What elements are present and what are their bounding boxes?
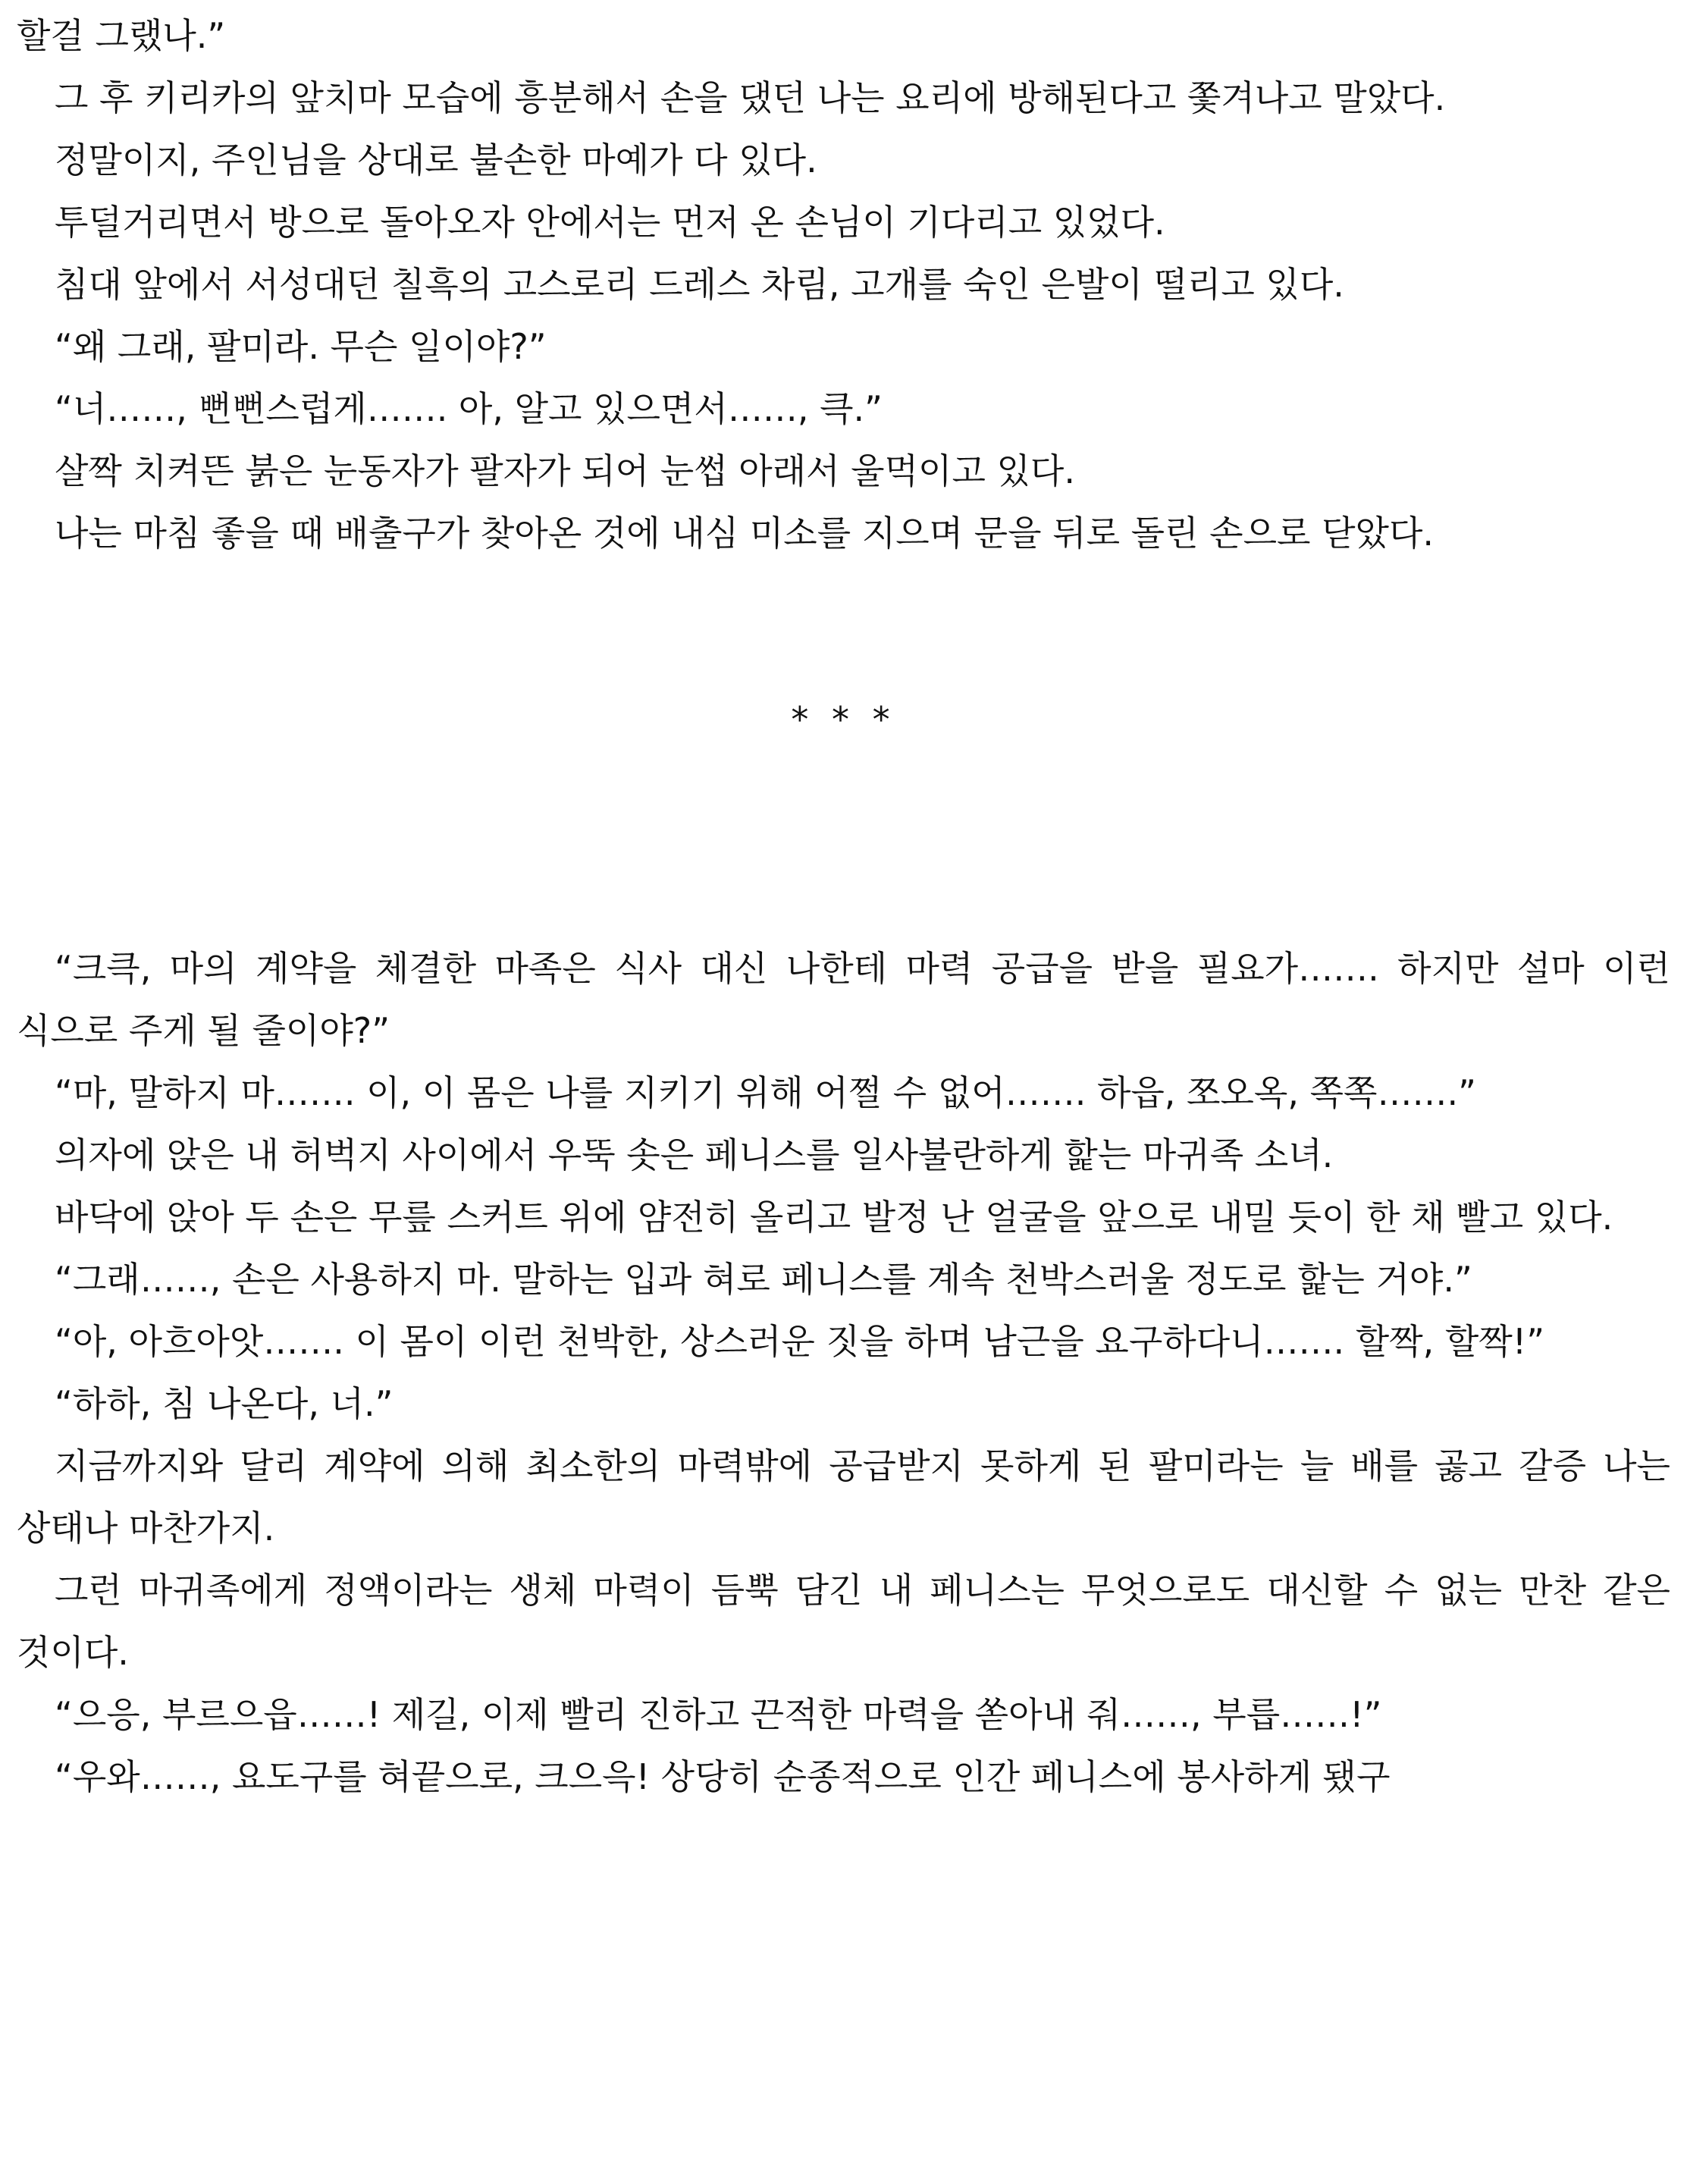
paragraph: 지금까지와 달리 계약에 의해 최소한의 마력밖에 공급받지 못하게 된 팔미라는 늘 배를 곯고 갈증 나는 상태나 마찬가지. [17, 1445, 1670, 1549]
paragraph: 바닥에 앉아 두 손은 무릎 스커트 위에 얌전히 올리고 발정 난 얼굴을 앞으로 내밀 듯이 한 채 빨고 있다. [55, 1197, 1613, 1238]
paragraph: “하하, 침 나온다, 너.” [55, 1383, 394, 1424]
document-page [17, 5, 1670, 1808]
paragraph: “그래……, 손은 사용하지 마. 말하는 입과 혀로 페니스를 계속 천박스러울 정도로 핥는 거야.” [55, 1259, 1472, 1300]
paragraph: “아, 아흐아앗……. 이 몸이 이런 천박한, 상스러운 짓을 하며 남근을 요구하다니……. 할짝, 할짝!” [55, 1321, 1545, 1362]
paragraph: “크큭, 마의 계약을 체결한 마족은 식사 대신 나한테 마력 공급을 받을 필요가……. 하지만 설마 이런 식으로 주게 될 줄이야?” [17, 948, 1670, 1051]
paragraph: 나는 마침 좋을 때 배출구가 찾아온 것에 내심 미소를 지으며 문을 뒤로 돌린 손으로 닫았다. [55, 513, 1435, 554]
section-1 [17, 5, 1670, 564]
spacer [17, 564, 1670, 689]
paragraph: “으응, 부르으읍……! 제길, 이제 빨리 진하고 끈적한 마력을 쏟아내 줘……, 부릅……!” [55, 1694, 1382, 1735]
section-2 [17, 937, 1670, 1808]
section-separator: * * * [791, 699, 896, 740]
paragraph: 그 후 키리카의 앞치마 모습에 흥분해서 손을 댔던 나는 요리에 방해된다고 쫓겨나고 말았다. [55, 77, 1446, 118]
spacer [17, 751, 1670, 937]
paragraph: 정말이지, 주인님을 상대로 불손한 마예가 다 있다. [55, 140, 817, 180]
paragraph: “우와……, 요도구를 혀끝으로, 크으윽! 상당히 순종적으로 인간 페니스에 봉사하게 됐구 [55, 1756, 1391, 1797]
paragraph: 투덜거리면서 방으로 돌아오자 안에서는 먼저 온 손님이 기다리고 있었다. [55, 202, 1165, 243]
paragraph: 그런 마귀족에게 정액이라는 생체 마력이 듬뿍 담긴 내 페니스는 무엇으로도 대신할 수 없는 만찬 같은 것이다. [17, 1570, 1670, 1673]
paragraph: “왜 그래, 팔미라. 무슨 일이야?” [55, 326, 547, 367]
paragraph: 의자에 앉은 내 허벅지 사이에서 우뚝 솟은 페니스를 일사불란하게 핥는 마귀족 소녀. [55, 1134, 1334, 1175]
paragraph: 침대 앞에서 서성대던 칠흑의 고스로리 드레스 차림, 고개를 숙인 은발이 떨리고 있다. [55, 264, 1344, 305]
paragraph: 살짝 치켜뜬 붉은 눈동자가 팔자가 되어 눈썹 아래서 울먹이고 있다. [55, 450, 1075, 491]
paragraph: 할걸 그랬나.” [17, 15, 226, 56]
paragraph: “마, 말하지 마……. 이, 이 몸은 나를 지키기 위해 어쩔 수 없어……. 하읍, 쪼오옥, 쪽쪽…….” [55, 1072, 1476, 1113]
paragraph: “너……, 뻔뻔스럽게……. 아, 알고 있으면서……, 큭.” [55, 388, 883, 429]
